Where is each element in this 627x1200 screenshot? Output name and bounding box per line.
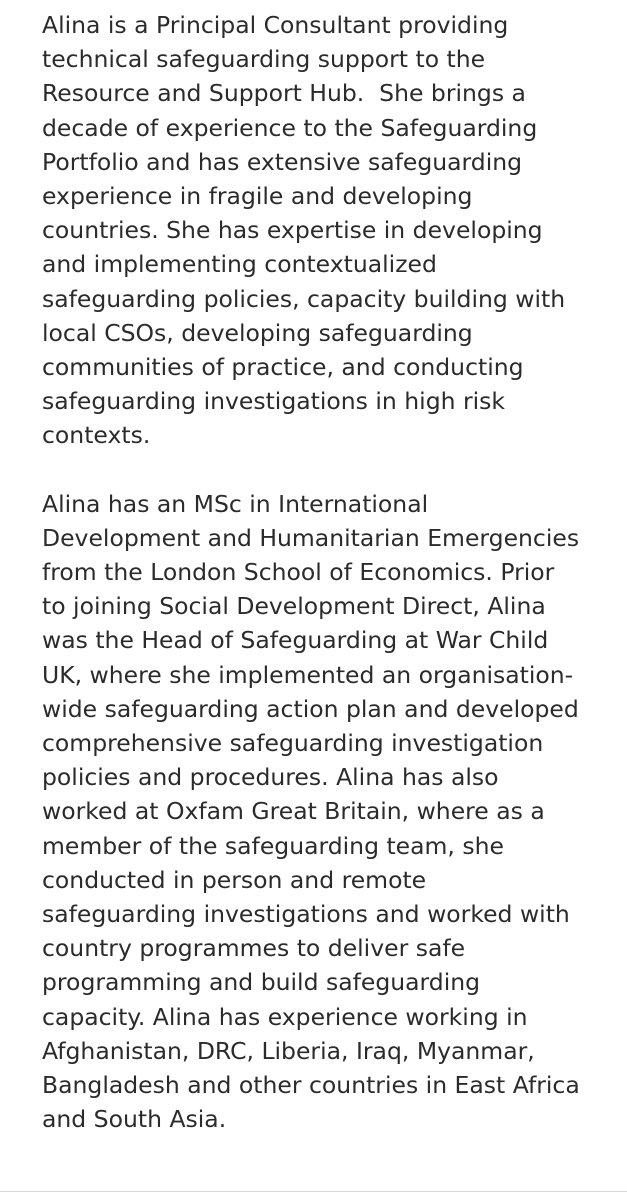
text-line: was the Head of Safeguarding at War Child — [42, 626, 549, 655]
text-line: Alina has an MSc in International — [42, 489, 429, 518]
text-line: conducted in person and remote — [42, 865, 427, 894]
text-line: Development and Humanitarian Emergencies — [42, 523, 580, 552]
text-line: and South Asia. — [42, 1105, 227, 1134]
text-line: wide safeguarding action plan and developed — [42, 694, 579, 723]
text-line: safeguarding policies, capacity building with — [42, 284, 566, 313]
text-line: local CSOs, developing safeguarding — [42, 318, 473, 347]
text-line: country programmes to deliver safe — [42, 934, 466, 963]
text-line: capacity. Alina has experience working in — [42, 1002, 528, 1031]
text-line: Alina is a Principal Consultant providing — [42, 11, 509, 39]
text-line: countries. She has expertise in developing — [42, 216, 543, 245]
text-line: from the London School of Economics. Prior — [42, 558, 555, 587]
text-line: safeguarding investigations and worked with — [42, 900, 570, 929]
text-line: comprehensive safeguarding investigation — [42, 729, 544, 758]
text-line: UK, where she implemented an organisation- — [42, 660, 574, 689]
text-line: policies and procedures. Alina has also — [42, 763, 499, 792]
bottom-divider — [0, 1191, 627, 1192]
text-line: experience in fragile and developing — [42, 182, 473, 211]
text-line: worked at Oxfam Great Britain, where as a — [42, 797, 545, 826]
text-line: programming and build safeguarding — [42, 968, 481, 997]
bio-paragraph-2 — [42, 487, 612, 1137]
text-line: to joining Social Development Direct, Alina — [42, 592, 546, 621]
text-line: decade of experience to the Safeguarding — [42, 113, 538, 142]
bio-text — [42, 8, 612, 1137]
text-line: Bangladesh and other countries in East Africa — [42, 1071, 580, 1100]
text-line: member of the safeguarding team, she — [42, 831, 504, 860]
text-line: contexts. — [42, 421, 151, 450]
text-line: Portfolio and has extensive safeguarding — [42, 147, 523, 176]
text-line: communities of practice, and conducting — [42, 353, 524, 382]
text-line: Afghanistan, DRC, Liberia, Iraq, Myanmar, — [42, 1036, 535, 1065]
bio-paragraph-1 — [42, 8, 612, 453]
text-line: safeguarding investigations in high risk — [42, 387, 506, 416]
text-line: and implementing contextualized — [42, 250, 437, 279]
text-line: Resource and Support Hub. She brings a — [42, 79, 526, 108]
text-line: technical safeguarding support to the — [42, 45, 486, 74]
